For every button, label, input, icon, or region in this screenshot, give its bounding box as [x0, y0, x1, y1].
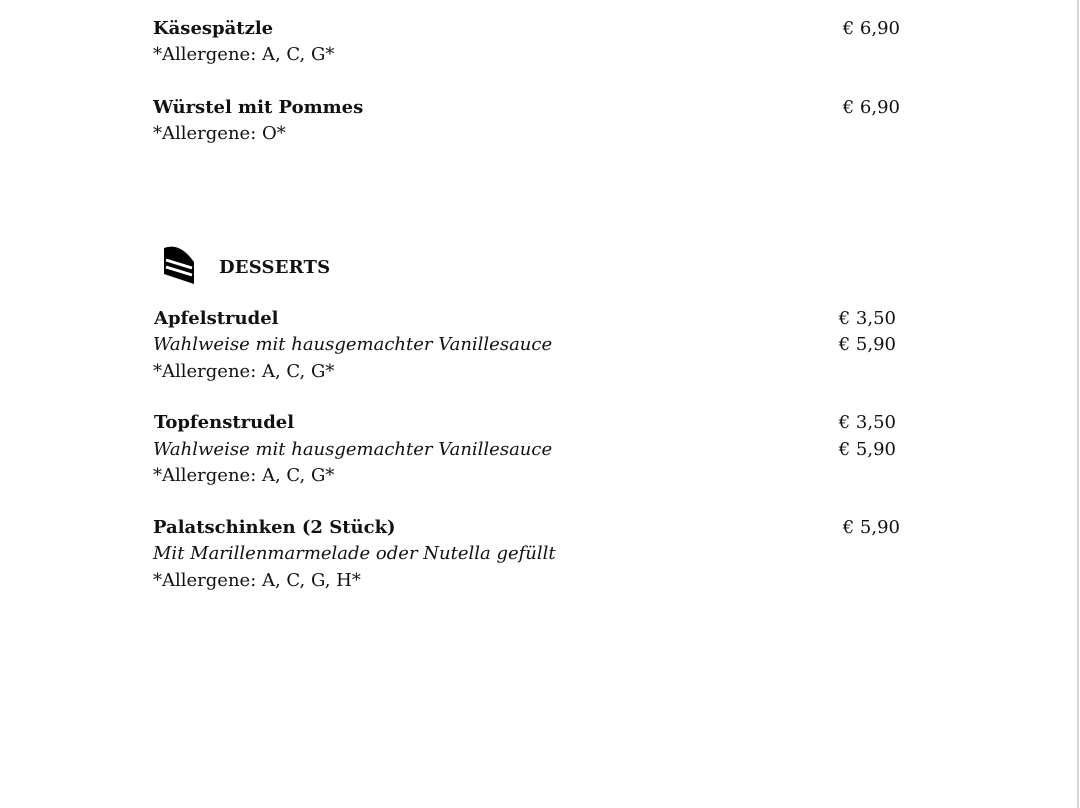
item-allergens-palatschinken: *Allergene: A, C, G, H* [153, 570, 361, 591]
item-name-wuerstel: Würstel mit Pommes [153, 97, 364, 118]
item-price-wuerstel: € 6,90 [842, 97, 900, 118]
item-price-topfenstrudel: € 3,50 [838, 412, 896, 433]
item-description-apfelstrudel: Wahlweise mit hausgemachter Vanillesauce [153, 334, 553, 355]
cake-slice-icon [160, 244, 196, 288]
item-name-kaesespaetzle: Käsespätzle [153, 18, 274, 39]
page-edge-divider [1077, 0, 1079, 808]
item-description-topfenstrudel: Wahlweise mit hausgemachter Vanillesauce [153, 439, 553, 460]
item-description-palatschinken: Mit Marillenmarmelade oder Nutella gefüllt [153, 543, 556, 564]
item-price-with-sauce-topfenstrudel: € 5,90 [838, 439, 896, 460]
item-allergens-wuerstel: *Allergene: O* [153, 123, 286, 144]
item-name-apfelstrudel: Apfelstrudel [154, 308, 279, 329]
item-allergens-kaesespaetzle: *Allergene: A, C, G* [153, 44, 335, 65]
item-price-apfelstrudel: € 3,50 [838, 308, 896, 329]
item-name-topfenstrudel: Topfenstrudel [154, 412, 295, 433]
item-price-kaesespaetzle: € 6,90 [842, 18, 900, 39]
item-allergens-apfelstrudel: *Allergene: A, C, G* [153, 361, 335, 382]
item-allergens-topfenstrudel: *Allergene: A, C, G* [153, 465, 335, 486]
item-price-palatschinken: € 5,90 [842, 517, 900, 538]
item-name-palatschinken: Palatschinken (2 Stück) [153, 517, 396, 538]
section-title-desserts: DESSERTS [219, 257, 331, 278]
item-price-with-sauce-apfelstrudel: € 5,90 [838, 334, 896, 355]
